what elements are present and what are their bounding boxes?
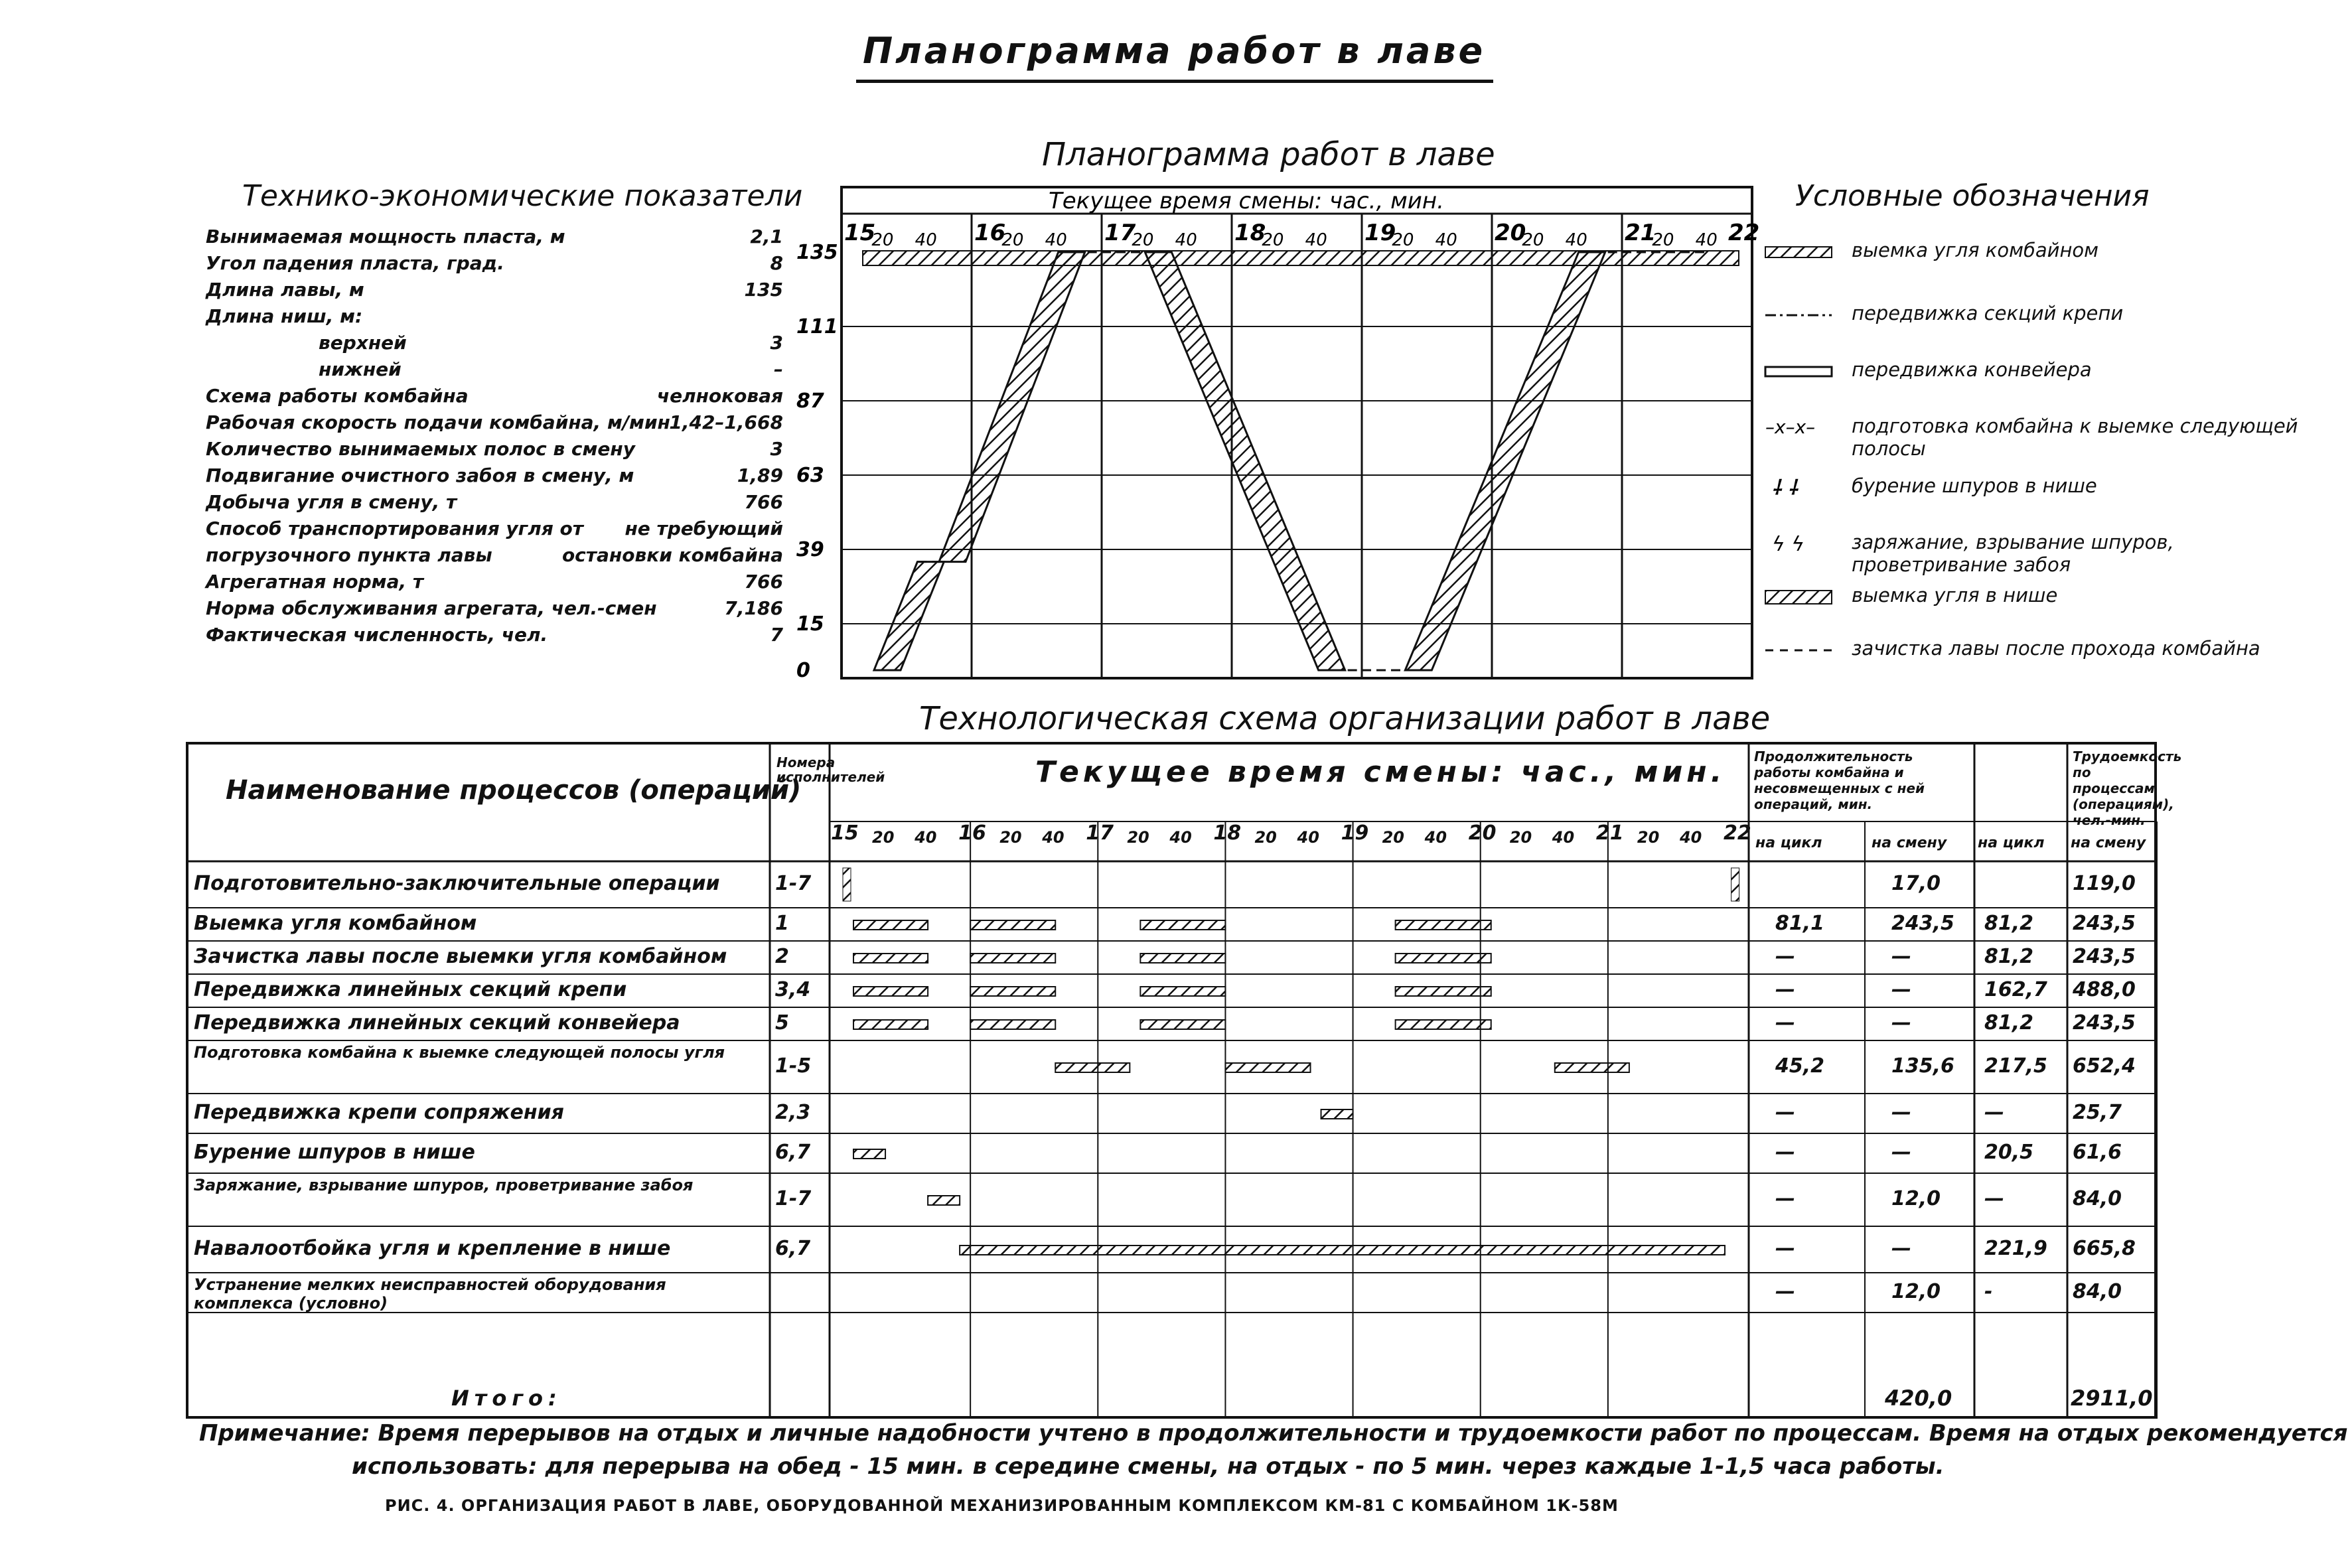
minute-label: 40 xyxy=(1045,230,1067,250)
extraction-band xyxy=(874,562,944,670)
process-name: Заряжание, взрывание шпуров, проветривание забоя xyxy=(194,1176,694,1194)
hour-label: 21 xyxy=(1625,220,1656,246)
minute-label: 40 xyxy=(915,828,937,847)
duration-shift-value: 243,5 xyxy=(1891,912,1954,935)
note-line-2: использовать: для перерыва на обед - 15 мин. в середине смены, на отдых - по 5 мин. через каждые 1-1,5 часа работы. xyxy=(352,1453,1945,1480)
minute-label: 40 xyxy=(1042,828,1065,847)
minute-label: 20 xyxy=(872,828,895,847)
gantt-bar xyxy=(1225,1063,1310,1072)
gantt-bar xyxy=(853,954,928,963)
tep-label: Вынимаемая мощность пласта, м xyxy=(206,226,565,248)
tep-label: Длина ниш, м: xyxy=(206,305,363,327)
tep-label: Количество вынимаемых полос в смену xyxy=(206,438,635,460)
duration-shift-value: — xyxy=(1891,1101,1911,1124)
duration-cycle-value: — xyxy=(1775,1280,1795,1303)
hour-label: 18 xyxy=(1213,821,1242,845)
tep-label: верхней xyxy=(319,332,407,354)
process-name: Подготовка комбайна к выемке следующей полосы угля xyxy=(194,1043,725,1062)
tep-row xyxy=(206,252,783,276)
hour-label: 22 xyxy=(1724,821,1751,845)
tep-label: Подвигание очистного забоя в смену, м xyxy=(206,464,634,486)
minute-label: 20 xyxy=(999,828,1022,847)
minute-label: 40 xyxy=(1565,230,1587,250)
hour-label: 17 xyxy=(1104,220,1136,246)
labor-shift-value: 243,5 xyxy=(2073,1011,2136,1034)
labor-cycle-value: 217,5 xyxy=(1984,1054,2047,1078)
sub-shift-labor: на смену xyxy=(2071,835,2146,851)
gantt-bar xyxy=(1055,1063,1130,1072)
minute-label: 40 xyxy=(1679,828,1702,847)
duration-shift-value: 135,6 xyxy=(1891,1054,1954,1078)
duration-shift-value: — xyxy=(1891,1237,1911,1260)
niche-hatch-band xyxy=(863,251,1739,265)
labor-cycle-value: 162,7 xyxy=(1984,978,2047,1001)
y-tick-label: 87 xyxy=(796,390,824,413)
gantt-bar xyxy=(1140,920,1225,930)
process-name: Выемка угля комбайном xyxy=(194,912,477,935)
process-name: Зачистка лавы после выемки угля комбайном xyxy=(194,945,727,968)
minute-label: 20 xyxy=(1637,828,1660,847)
gantt-bar xyxy=(970,920,1055,930)
legend-label: выемка угля в нише xyxy=(1852,584,2058,606)
y-tick-label: 0 xyxy=(796,659,810,682)
minute-label: 20 xyxy=(1652,230,1674,250)
legend-label: передвижка конвейера xyxy=(1852,358,2092,381)
duration-shift-value: 12,0 xyxy=(1891,1187,1941,1210)
duration-shift-value: — xyxy=(1891,945,1911,968)
svg-text:⸸ ⸸: ⸸ ⸸ xyxy=(1772,476,1798,500)
performers-value: 2,3 xyxy=(775,1101,811,1124)
labor-cycle-value: — xyxy=(1984,1187,2004,1210)
duration-cycle-value: — xyxy=(1775,978,1795,1001)
performers-value: 1-7 xyxy=(775,1187,812,1210)
total-duration-value: 420,0 xyxy=(1885,1386,1952,1411)
minute-label: 20 xyxy=(1262,230,1284,250)
svg-text:–x–x–: –x–x– xyxy=(1765,416,1816,438)
minute-label: 40 xyxy=(1305,230,1327,250)
legend-symbol-icon xyxy=(1759,584,1838,610)
minute-label: 40 xyxy=(1435,230,1457,250)
tep-value: 7 xyxy=(770,624,783,646)
duration-shift-value: — xyxy=(1891,1141,1911,1164)
duration-cycle-value: 45,2 xyxy=(1775,1054,1825,1078)
hour-label: 22 xyxy=(1728,220,1760,246)
tep-label: Норма обслуживания агрегата, чел.-смен xyxy=(206,597,657,619)
y-tick-label: 15 xyxy=(796,612,824,636)
gantt-bar xyxy=(853,920,928,930)
labor-cycle-value: 81,2 xyxy=(1984,945,2034,968)
labor-cycle-value: 20,5 xyxy=(1984,1141,2034,1164)
tech-schema-title: Технологическая схема организации работ в лаве xyxy=(919,700,1771,737)
extraction-band xyxy=(1405,252,1605,670)
labor-shift-value: 488,0 xyxy=(2073,978,2136,1001)
labor-cycle-value: - xyxy=(1984,1280,1993,1303)
minute-label: 20 xyxy=(1132,230,1154,250)
legend-label: передвижка секций крепи xyxy=(1852,302,2124,324)
legend-label: выемка угля комбайном xyxy=(1852,239,2099,261)
labor-shift-value: 243,5 xyxy=(2073,912,2136,935)
tep-value: не требующий xyxy=(625,518,783,539)
tep-value: 2,1 xyxy=(750,226,783,248)
minute-label: 20 xyxy=(1382,828,1405,847)
note-line-1: Примечание: Время перерывов на отдых и личные надобности учтено в продолжительности и трудоемкости работ по процессам. Время на отдых рекомендуется xyxy=(199,1420,2348,1447)
performers-value: 1-7 xyxy=(775,872,812,895)
minute-label: 40 xyxy=(1695,230,1718,250)
tep-label: Длина лавы, м xyxy=(206,279,364,301)
extraction-band xyxy=(1145,252,1345,670)
minute-label: 40 xyxy=(1175,230,1197,250)
sub-shift-duration: на смену xyxy=(1872,835,1947,851)
duration-cycle-value: — xyxy=(1775,1101,1795,1124)
performers-value: 1 xyxy=(775,912,789,935)
svg-text:ϟ ϟ: ϟ ϟ xyxy=(1772,533,1805,556)
legend-label: подготовка комбайна к выемке следующей полосы xyxy=(1852,415,2298,460)
legend-label: бурение шпуров в нише xyxy=(1852,474,2097,497)
labor-cycle-value: 221,9 xyxy=(1984,1237,2047,1260)
tep-value: 3 xyxy=(770,438,783,460)
minute-label: 40 xyxy=(1169,828,1192,847)
y-tick-labels xyxy=(796,241,838,682)
labor-shift-value: 243,5 xyxy=(2073,945,2136,968)
duration-shift-value: — xyxy=(1891,1011,1911,1034)
duration-cycle-value: — xyxy=(1775,1141,1795,1164)
process-name: Передвижка линейных секций крепи xyxy=(194,978,627,1001)
gantt-bar xyxy=(853,1020,928,1029)
tep-label: Добыча угля в смену, т xyxy=(206,491,457,513)
tep-row xyxy=(206,411,783,435)
y-tick-label: 135 xyxy=(796,241,838,264)
process-name: Навалоотбойка угля и крепление в нише xyxy=(194,1237,671,1260)
legend-label: зачистка лавы после прохода комбайна xyxy=(1852,637,2260,660)
tep-row xyxy=(206,438,783,462)
process-name: Передвижка линейных секций конвейера xyxy=(194,1011,680,1034)
minute-label: 40 xyxy=(915,230,937,250)
legend-symbol-icon xyxy=(1759,415,1838,441)
y-tick-label: 63 xyxy=(796,464,824,487)
tep-value: остановки комбайна xyxy=(561,544,783,566)
minute-label: 40 xyxy=(1552,828,1575,847)
tep-label: Агрегатная норма, т xyxy=(206,571,424,593)
duration-cycle-value: — xyxy=(1775,1011,1795,1034)
hour-label: 21 xyxy=(1595,821,1624,845)
hour-label: 19 xyxy=(1364,220,1396,246)
minute-label: 20 xyxy=(1509,828,1532,847)
gantt-bar xyxy=(843,868,851,901)
gantt-bar xyxy=(1396,920,1491,930)
page-title: Планограмма работ в лаве xyxy=(863,30,1486,72)
gantt-bar xyxy=(1396,954,1491,963)
tep-label: Угол падения пласта, град. xyxy=(206,252,504,274)
gantt-bar xyxy=(970,954,1055,963)
duration-shift-value: — xyxy=(1891,978,1911,1001)
legend-symbol-icon xyxy=(1759,637,1838,664)
hour-label: 16 xyxy=(958,821,986,845)
process-name: Передвижка крепи сопряжения xyxy=(194,1101,564,1124)
hour-label: 20 xyxy=(1468,821,1497,845)
legend-symbol-icon xyxy=(1759,531,1838,557)
tep-row xyxy=(206,597,783,621)
figure-caption: РИС. 4. ОРГАНИЗАЦИЯ РАБОТ В ЛАВЕ, ОБОРУДОВАННОЙ МЕХАНИЗИРОВАННЫМ КОМПЛЕКСОМ КМ-81 С КОМБАЙНОМ 1К-58М xyxy=(385,1496,1619,1515)
hour-label: 16 xyxy=(974,220,1006,246)
labor-shift-value: 652,4 xyxy=(2073,1054,2136,1078)
legend-title: Условные обозначения xyxy=(1795,179,2150,213)
duration-cycle-value: — xyxy=(1775,1187,1795,1210)
tep-row xyxy=(206,544,783,568)
gantt-bar xyxy=(853,1149,885,1159)
total-labor-value: 2911,0 xyxy=(2071,1386,2153,1411)
tep-label: нижней xyxy=(319,358,402,380)
gantt-bar xyxy=(1321,1109,1353,1119)
hour-label: 15 xyxy=(831,821,859,845)
tep-row xyxy=(206,464,783,488)
duration-cycle-value: — xyxy=(1775,945,1795,968)
process-name: Подготовительно-заключительные операции xyxy=(194,872,720,895)
performers-column-header: Номера исполнителей xyxy=(776,754,885,785)
duration-column-header: Продолжительность работы комбайна и несовмещенных с ней операций, мин. xyxy=(1754,748,1925,812)
gantt-bar xyxy=(1396,987,1491,996)
performers-value: 6,7 xyxy=(775,1237,811,1260)
y-tick-label: 111 xyxy=(796,315,838,338)
tep-value: 1,89 xyxy=(737,464,783,486)
y-tick-label: 39 xyxy=(796,538,824,561)
duration-shift-value: 17,0 xyxy=(1891,872,1941,895)
tep-value: 135 xyxy=(744,279,783,301)
hour-label: 15 xyxy=(844,220,876,246)
duration-shift-value: 12,0 xyxy=(1891,1280,1941,1303)
performers-value: 3,4 xyxy=(775,978,811,1001)
gantt-bar xyxy=(1555,1063,1629,1072)
tep-value: 766 xyxy=(744,571,783,593)
labor-shift-value: 61,6 xyxy=(2073,1141,2122,1164)
hour-label: 17 xyxy=(1086,821,1114,845)
total-label: Итого: xyxy=(451,1386,562,1411)
tep-label: погрузочного пункта лавы xyxy=(206,544,492,566)
tep-value: 8 xyxy=(770,252,783,274)
gantt-bar xyxy=(970,1020,1055,1029)
gantt-bar xyxy=(853,987,928,996)
labor-cycle-value: — xyxy=(1984,1101,2004,1124)
sub-cycle-duration: на цикл xyxy=(1755,835,1822,851)
duration-cycle-value: — xyxy=(1775,1237,1795,1260)
tep-title: Технико-экономические показатели xyxy=(242,179,803,213)
tep-row xyxy=(206,279,783,303)
minute-label: 20 xyxy=(1001,230,1024,250)
tep-row xyxy=(206,491,783,515)
tep-row xyxy=(206,571,783,595)
performers-value: 6,7 xyxy=(775,1141,811,1164)
labor-shift-value: 84,0 xyxy=(2073,1187,2122,1210)
process-name: Устранение мелких неисправностей оборудования комплекса (условно) xyxy=(194,1275,666,1313)
minute-label: 20 xyxy=(1392,230,1414,250)
time-column-header: Текущее время смены: час., мин. xyxy=(1035,755,1726,789)
tep-label: Фактическая численность, чел. xyxy=(206,624,548,646)
minute-label: 20 xyxy=(1254,828,1277,847)
gantt-bar xyxy=(1140,1020,1225,1029)
labor-cycle-value: 81,2 xyxy=(1984,1011,2034,1034)
tep-value: 1,42–1,668 xyxy=(669,411,783,433)
legend-symbol-icon xyxy=(1759,302,1838,328)
gantt-bar xyxy=(970,987,1055,996)
tep-value: – xyxy=(774,358,783,380)
labor-column-header: Трудоемкость по процессам (операциям), чел.-мин. xyxy=(2073,748,2182,828)
hour-label: 20 xyxy=(1495,220,1526,246)
duration-cycle-value: 81,1 xyxy=(1775,912,1825,935)
extraction-band xyxy=(939,252,1085,562)
series-group xyxy=(874,252,1709,670)
hour-label: 18 xyxy=(1234,220,1266,246)
labor-shift-value: 25,7 xyxy=(2073,1101,2122,1124)
legend-label: заряжание, взрывание шпуров, проветривание забоя xyxy=(1852,531,2174,576)
minute-label: 40 xyxy=(1424,828,1447,847)
tep-value: 3 xyxy=(770,332,783,354)
process-name: Бурение шпуров в нише xyxy=(194,1141,475,1164)
chart-header: Текущее время смены: час., мин. xyxy=(1049,188,1444,214)
sub-cycle-labor: на цикл xyxy=(1978,835,2045,851)
gantt-bar xyxy=(928,1196,960,1205)
tep-label: Рабочая скорость подачи комбайна, м/мин xyxy=(206,411,670,433)
performers-value: 1-5 xyxy=(775,1054,812,1078)
tep-label: Способ транспортирования угля от xyxy=(206,518,584,539)
legend-symbol-icon xyxy=(1759,474,1838,501)
gantt-bar xyxy=(960,1246,1725,1255)
tep-row xyxy=(206,332,783,356)
minute-label: 20 xyxy=(1522,230,1544,250)
minute-label: 40 xyxy=(1297,828,1319,847)
gantt-bar xyxy=(1396,1020,1491,1029)
tep-row xyxy=(206,358,783,382)
minute-label: 20 xyxy=(1127,828,1149,847)
tep-row xyxy=(206,305,783,329)
tep-row xyxy=(206,226,783,249)
tep-value: 7,186 xyxy=(724,597,783,619)
tep-row xyxy=(206,385,783,409)
tep-row xyxy=(206,624,783,648)
performers-value: 5 xyxy=(775,1011,789,1034)
labor-shift-value: 665,8 xyxy=(2073,1237,2136,1260)
tep-value: челноковая xyxy=(656,385,783,407)
tep-value: 766 xyxy=(744,491,783,513)
legend-symbol-icon xyxy=(1759,358,1838,385)
legend-symbol-icon xyxy=(1759,239,1838,265)
tep-label: Схема работы комбайна xyxy=(206,385,469,407)
performers-value: 2 xyxy=(775,945,789,968)
gantt-bar xyxy=(1140,954,1225,963)
labor-cycle-value: 81,2 xyxy=(1984,912,2034,935)
labor-shift-value: 84,0 xyxy=(2073,1280,2122,1303)
gantt-bar xyxy=(1140,987,1225,996)
tep-row xyxy=(206,518,783,541)
chart-title: Планограмма работ в лаве xyxy=(1042,136,1495,173)
minute-label: 20 xyxy=(871,230,894,250)
labor-shift-value: 119,0 xyxy=(2073,872,2136,895)
process-column-header: Наименование процессов (операций) xyxy=(226,775,802,806)
gantt-bar xyxy=(1731,868,1739,901)
hour-label: 19 xyxy=(1341,821,1369,845)
